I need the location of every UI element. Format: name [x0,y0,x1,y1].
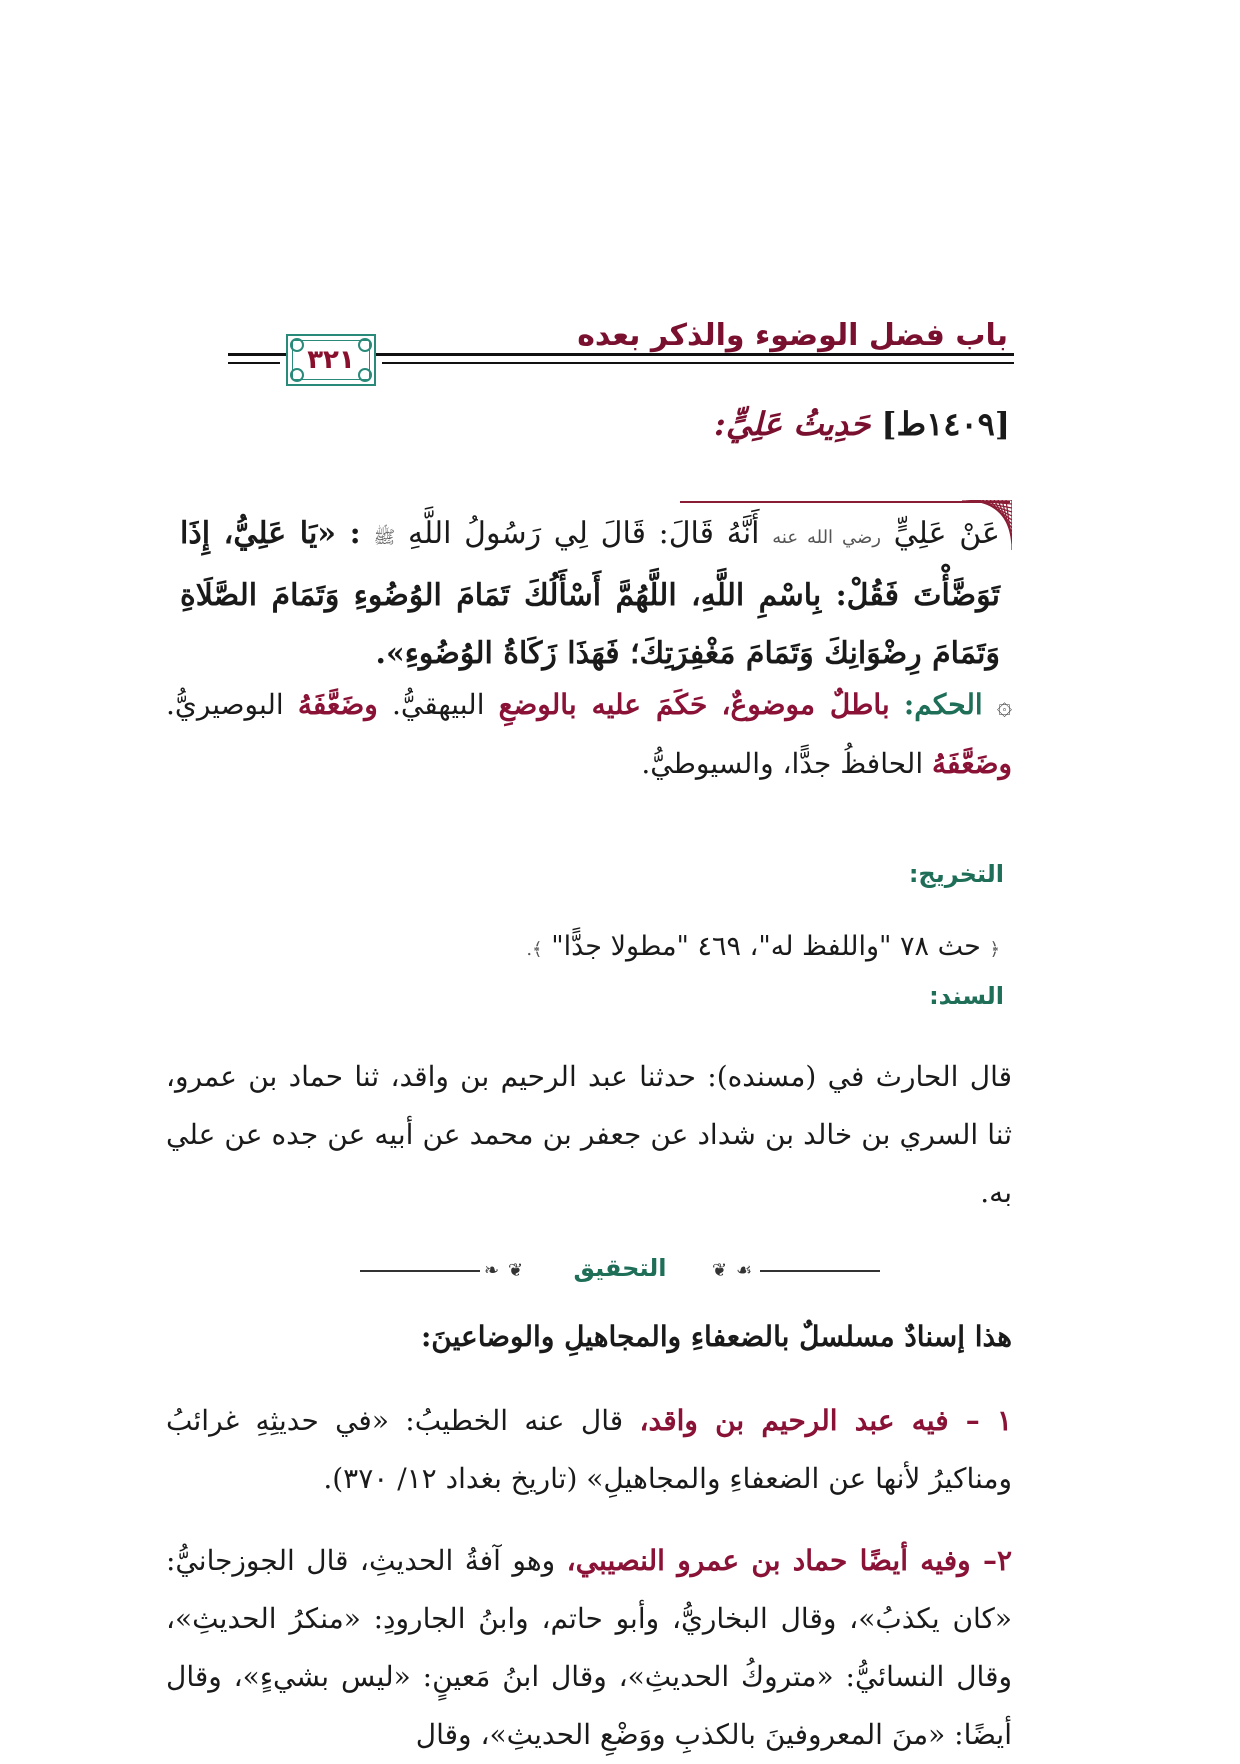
verdict-weakened-1: وضَعَّفَهُ [297,688,378,721]
takhrij-open-bracket: ﴿ [989,939,1000,960]
hadith-title: حَدِيثُ عَلِيٍّ: [714,405,871,443]
divider-ornament-icon: ❦ [508,1260,524,1281]
point-2-text: وهو آفةُ الحديثِ، قال الجوزجانيُّ: «كان يكذبُ»، وقال البخاريُّ، وأبو حاتم، وابنُ الجارودِ: «منكرُ الحديثِ»، وقال النسائيُّ: «متروكُ الحديثِ»، وقال ابنُ مَعينٍ: «ليس بشيءٍ»، وقال أيضًا: «منَ المعروفينَ بالكذبِ ووَضْعِ الحديثِ»، وقال [166,1544,1012,1751]
verdict-label: الحكم: [903,688,983,721]
page-number-frame [286,334,376,386]
point-1-text: قال عنه الخطيبُ: «في حديثِهِ غرائبُ ومناكيرُ لأنها عن الضعفاءِ والمجاهيلِ» (تاريخ بغداد ١٢/ ٣٧٠). [166,1404,1012,1495]
takhrij-citation: حث ٧٨ "واللفظ له"، ٤٦٩ "مطولا جدًّا" [551,931,981,962]
point-1-label: ١ – فيه عبد الرحيم بن واقد، [639,1404,1012,1437]
divider-line-left [360,1270,480,1272]
analysis-point-2 [166,1532,1012,1764]
divider-ornament-icon: ❧ [484,1260,500,1281]
verdict-rest: الحافظُ جدًّا، والسيوطيُّ. [641,747,924,780]
verdict-ornament-icon: ۞ [996,691,1013,721]
hadith-heading [714,405,1010,443]
hadith-number: [١٤٠٩ط] [881,405,1010,443]
tahqiq-divider [360,1256,880,1286]
verdict-weakened-2: وضَعَّفَهُ [932,747,1012,780]
divider-ornament-icon: ☙ [736,1260,753,1281]
verdict-bayhaqi: البيهقيُّ. [391,688,485,721]
matn-quote: : «يَا عَلِيُّ، إِذَا تَوَضَّأْتَ فَقُلْ: بِاسْمِ اللَّهِ، اللَّهُمَّ أَسْأَلُكَ تَمَامَ الوُضُوءِ وَتَمَامَ الصَّلَاةِ وَتَمَامَ رِضْوَانِكَ وَتَمَامَ مَغْفِرَتِكَ؛ فَهَذَا زَكَاةُ الوُضُوءِ». [180,516,1000,671]
honorific-ali: رضي الله عنه [772,527,881,548]
takhrij-close-bracket: ﴾. [526,939,543,960]
tahqiq-label: التحقيق [573,1254,667,1282]
analysis-intro: هذا إسنادٌ مسلسلٌ بالضعفاءِ والمجاهيلِ والوضاعينَ: [420,1320,1012,1353]
point-2-label: ٢– وفيه أيضًا حماد بن عمرو النصيبي، [566,1544,1012,1577]
chapter-title: باب فضل الوضوء والذكر بعده [577,318,1008,353]
takhrij-text [170,922,1000,975]
verdict-busiri: البوصيريُّ. [166,688,284,721]
header-rule-bottom-right [382,362,1014,364]
verdict-judgement: باطلٌ موضوعٌ، [721,688,890,721]
divider-ornament-icon: ❦ [712,1260,728,1281]
isnad-text: قال الحارث في (مسنده): حدثنا عبد الرحيم بن واقد، ثنا حماد بن عمرو، ثنا السري بن خالد بن شداد عن جعفر بن محمد عن أبيه عن جده عن علي به. [166,1060,1012,1209]
header-rule-bottom-left [228,362,280,364]
hadith-decoration-line [680,501,1010,503]
analysis-point-1 [166,1392,1012,1508]
isnad-heading: السند: [929,982,1004,1010]
hadith-text [180,505,1000,683]
honorific-prophet: ﷺ [373,527,396,548]
verdict-ruled: حَكَمَ عليه بالوضعِ [498,688,708,721]
page-number: ٣٢١ [307,345,355,375]
matn-intro: عَنْ عَلِيٍّ [893,516,1000,551]
verdict-paragraph [166,676,1012,793]
matn-text-1: أَنَّهُ قَالَ: قَالَ لِي رَسُولُ اللَّهِ [407,516,760,551]
takhrij-heading: التخريج: [908,860,1004,888]
header-rule-left [228,353,280,356]
divider-line-right [760,1270,880,1272]
